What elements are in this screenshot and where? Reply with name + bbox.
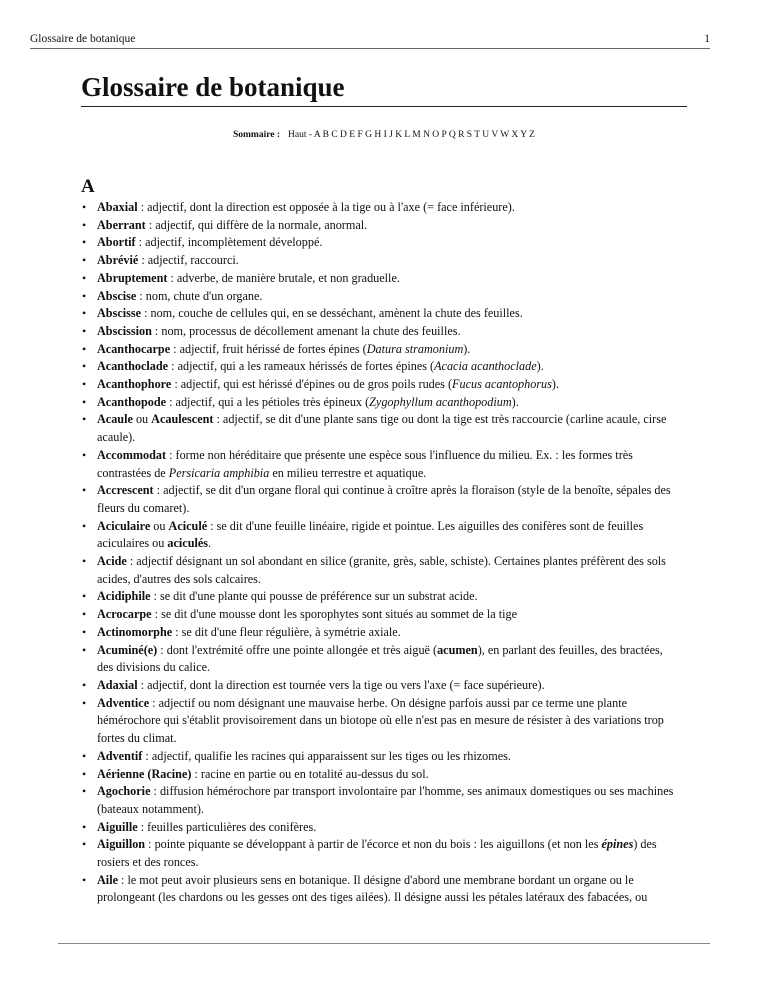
glossary-entry xyxy=(0,199,768,217)
page-number: 1 xyxy=(704,33,710,45)
page-title: Glossaire de botanique xyxy=(81,72,345,102)
glossary-entry xyxy=(0,217,768,235)
emphasized-term: épines xyxy=(601,837,634,852)
definition-text: : adjectif, qui a les rameaux hérissés de fortes épines ( xyxy=(168,359,435,374)
definition-text: : se dit d'une mousse dont les sporophytes sont situés au sommet de la tige xyxy=(151,607,518,622)
section-heading: A xyxy=(81,176,95,197)
definition-text: : nom, processus de décollement amenant la chute des feuilles. xyxy=(151,323,461,338)
glossary-term: aciculés xyxy=(167,536,209,551)
definition-text: : adjectif, raccourci. xyxy=(138,253,239,268)
glossary-term: Acanthophore xyxy=(97,377,172,392)
glossary-entry xyxy=(0,819,768,837)
definition-text: ) des rosiers et des ronces. xyxy=(97,837,657,870)
glossary-entry xyxy=(0,872,768,907)
definition-text: : adjectif, se dit d'un organe floral qui continue à croître après la floraison (style de la benoîte, sépales des fleurs du comaret). xyxy=(97,483,671,515)
glossary-term: Aberrant xyxy=(97,217,146,232)
glossary-entry xyxy=(0,358,768,376)
glossary-term: Abruptement xyxy=(97,270,168,285)
definition-text: : dont l'extrémité offre une pointe allongée et très aiguë ( xyxy=(157,642,438,657)
glossary-term: Abaxial xyxy=(97,200,138,214)
definition-text: ). xyxy=(511,394,519,409)
species-name: Acacia acanthoclade xyxy=(434,359,537,374)
definition-text: : adjectif, qui diffère de la normale, anormal. xyxy=(145,217,368,232)
glossary-term: Adaxial xyxy=(97,677,138,692)
definition-text: : adjectif, incomplètement développé. xyxy=(135,235,323,250)
glossary-entry xyxy=(0,270,768,288)
glossary-entry xyxy=(0,836,768,871)
glossary-term: Acidiphile xyxy=(97,589,151,604)
glossary-term: Adventif xyxy=(97,748,143,763)
definition-text: : diffusion hémérochore par transport involontaire par l'homme, ses animaux domestiques ou ses machines (bateaux notamment). xyxy=(97,784,674,816)
glossary-entry xyxy=(0,252,768,270)
glossary-entry xyxy=(0,234,768,252)
glossary-entry xyxy=(0,677,768,695)
definition-text: : adjectif, se dit d'une plante sans tige ou dont la tige est très raccourcie (carline acaule, cirse acaule). xyxy=(97,412,667,445)
definition-text: : racine en partie ou en totalité au-dessus du sol. xyxy=(191,766,429,781)
definition-text: ou xyxy=(132,412,152,427)
species-name: Persicaria amphibia xyxy=(168,465,270,480)
glossary-entry xyxy=(0,518,768,553)
glossary-entry xyxy=(0,394,768,412)
glossary-entry xyxy=(0,411,768,446)
definition-text: : feuilles particulières des conifères. xyxy=(137,819,317,834)
definition-text: ), en parlant des feuilles, des bractées, des divisions du calice. xyxy=(97,642,663,675)
definition-text: : nom, chute d'un organe. xyxy=(136,288,263,303)
definition-text: ou xyxy=(150,518,169,533)
definition-text: : nom, couche de cellules qui, en se desséchant, amènent la chute des feuilles. xyxy=(141,306,523,321)
definition-text: : se dit d'une plante qui pousse de préférence sur un substrat acide. xyxy=(150,589,478,604)
glossary-entry xyxy=(0,624,768,642)
glossary-entry xyxy=(0,482,768,517)
glossary-entry xyxy=(0,783,768,818)
glossary-entry xyxy=(0,323,768,341)
definition-text: : adverbe, de manière brutale, et non graduelle. xyxy=(167,270,400,285)
running-header xyxy=(30,33,710,49)
glossary-entry xyxy=(0,606,768,624)
glossary-term: acumen xyxy=(437,642,478,657)
glossary-term: Accommodat xyxy=(97,447,167,462)
definition-text: . xyxy=(208,536,212,551)
glossary-entry xyxy=(0,766,768,784)
species-name: Zygophyllum acanthopodium xyxy=(369,394,512,409)
running-title: Glossaire de botanique xyxy=(30,33,136,45)
glossary-term: Abrévié xyxy=(97,253,139,268)
definition-text: ). xyxy=(463,341,471,356)
glossary-term: Abscisse xyxy=(97,306,142,321)
glossary-term: Actinomorphe xyxy=(97,624,173,639)
toc-label: Sommaire : xyxy=(232,130,281,140)
glossary-entry xyxy=(0,748,768,766)
definition-text: : adjectif ou nom désignant une mauvaise herbe. On désigne parfois aussi par ce terme une plante hémérochore qui s'établit provisoirement dans un biotope où elle n'est pas en mesure de résister à des variations trop fortes du climat. xyxy=(97,695,664,746)
definition-text: : forme non héréditaire que présente une espèce sous l'influence du milieu. Ex. : les formes très contrastées de xyxy=(97,447,633,480)
glossary-entry xyxy=(0,588,768,606)
glossary-term: Abortif xyxy=(97,235,136,250)
definition-text: : adjectif, qualifie les racines qui apparaissent sur les tiges ou les rhizomes. xyxy=(142,748,511,763)
glossary-entry xyxy=(0,305,768,323)
definition-text: en milieu terrestre et aquatique. xyxy=(269,465,427,480)
glossary-term: Abscission xyxy=(97,323,152,338)
definition-text: : se dit d'une fleur régulière, à symétrie axiale. xyxy=(172,624,401,639)
glossary-entry xyxy=(0,642,768,677)
title-divider xyxy=(81,106,687,107)
glossary-term: Acanthoclade xyxy=(97,359,169,374)
definition-text: ). xyxy=(536,359,544,374)
table-of-contents xyxy=(0,130,768,140)
species-name: Datura stramonium xyxy=(366,341,464,356)
glossary-term: Aciculaire xyxy=(97,518,151,533)
glossary-term: Acanthocarpe xyxy=(97,341,171,356)
glossary-entry xyxy=(0,695,768,748)
glossary-term: Aiguille xyxy=(97,819,138,834)
definition-text: : adjectif, dont la direction est tournée vers la tige ou vers l'axe (= face supérieure). xyxy=(137,677,545,692)
definition-text: : adjectif, dont la direction est opposée à la tige ou à l'axe (= face inférieure). xyxy=(137,200,515,214)
glossary-entry xyxy=(0,288,768,306)
glossary-term: Acuminé(e) xyxy=(97,642,158,657)
glossary-term: Acide xyxy=(97,554,127,569)
glossary-entry xyxy=(0,341,768,359)
glossary-term: Aiguillon xyxy=(97,837,146,852)
glossary-entry xyxy=(0,447,768,482)
glossary-term: Acrocarpe xyxy=(97,607,152,622)
glossary-term: Acaulescent xyxy=(151,412,214,427)
glossary-term: Agochorie xyxy=(97,784,151,799)
glossary-term: Acanthopode xyxy=(97,394,167,409)
glossary-term: Acaule xyxy=(97,412,133,427)
glossary-term: Aérienne (Racine) xyxy=(97,766,192,781)
definition-text: : le mot peut avoir plusieurs sens en botanique. Il désigne d'abord une membrane bordant un organe ou le prolongeant (les chardons ou les gesses ont des tiges ailées). Il désigne aussi les pétales latéraux des fabacées, ou xyxy=(97,872,648,905)
glossary-term: Adventice xyxy=(97,695,150,710)
toc-links[interactable]: Haut - A B C D E F G H I J K L M N O P Q R S T U V W X Y Z xyxy=(288,130,535,140)
definition-text: : se dit d'une feuille linéaire, rigide et pointue. Les aiguilles des conifères sont de feuilles aciculaires ou xyxy=(97,518,644,551)
footer-divider xyxy=(58,943,710,944)
glossary-list xyxy=(0,199,768,907)
definition-text: : adjectif désignant un sol abondant en silice (granite, grès, sable, schiste). Certaines plantes préfèrent des sols acides, d'autres des sols calcaires. xyxy=(97,554,666,586)
definition-text: : adjectif, qui est hérissé d'épines ou de gros poils rudes ( xyxy=(171,377,453,392)
definition-text: : pointe piquante se développant à partir de l'écorce et non du bois : les aiguillons (et non les xyxy=(145,837,602,852)
glossary-term: Abscise xyxy=(97,288,137,303)
definition-text: : adjectif, fruit hérissé de fortes épines ( xyxy=(170,341,367,356)
definition-text: : adjectif, qui a les pétioles très épineux ( xyxy=(166,394,370,409)
glossary-term: Aile xyxy=(97,872,118,887)
species-name: Fucus acantophorus xyxy=(452,377,552,392)
glossary-entry xyxy=(0,376,768,394)
definition-text: ). xyxy=(551,377,560,392)
glossary-entry xyxy=(0,553,768,588)
glossary-term: Aciculé xyxy=(168,518,208,533)
glossary-term: Accrescent xyxy=(97,483,154,498)
